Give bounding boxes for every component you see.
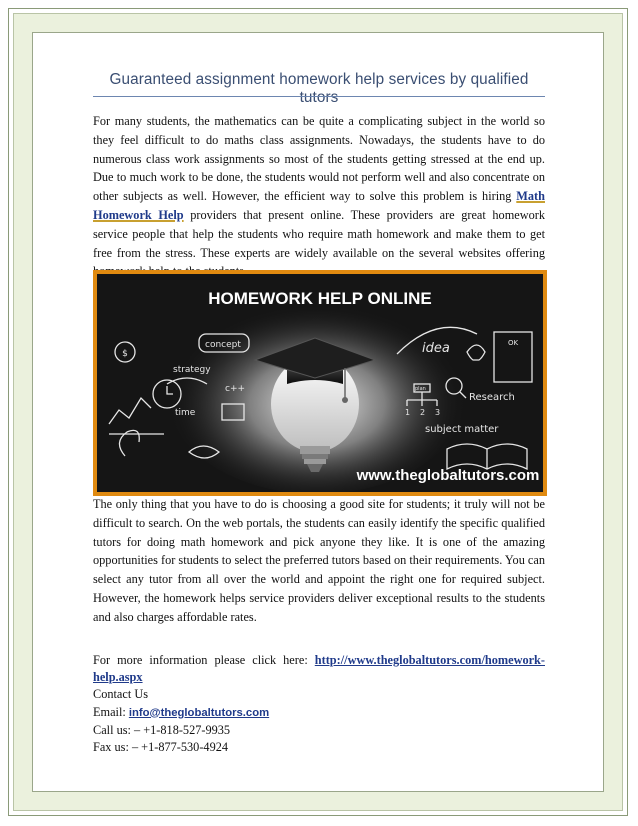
step-two-label: 2	[420, 408, 426, 417]
homework-help-url-link[interactable]: http://www.theglobaltutors.com/homework-help.aspx	[93, 653, 545, 685]
document-title: Guaranteed assignment homework help services by qualified tutors	[109, 71, 529, 106]
subject-matter-label: subject matter	[425, 424, 499, 435]
banner-illustration	[97, 274, 543, 492]
intro-text-end: providers that present online. These providers are great homework service people that help the students who require math homework and make them to get free from the stress. These experts are widely available on the several websites offering	[93, 207, 545, 260]
contact-us-label: Contact Us	[93, 687, 148, 702]
intro-paragraph	[93, 112, 545, 281]
title-underline	[93, 96, 545, 97]
idea-label: idea	[422, 341, 450, 356]
contact-section	[93, 652, 545, 756]
second-paragraph: The only thing that you have to do is choosing a good site for students; it truly will not be difficult to search. On the web portals, the students can easily identify the specific qualified tutors for doing math homework and pick anyone they like. It is one of the amazing opportunities for students to select the preferred tutors based on their requirements. You can select any tutor from all over the world and appoint the right one for required subject. However, the homework helps service providers deliver exceptional results to the students and also charges affordable rates.	[93, 497, 545, 624]
banner-heading: HOMEWORK HELP ONLINE	[208, 289, 432, 308]
step-three-label: 3	[435, 408, 441, 417]
fax-line: Fax us: – +1-877-530-4924	[93, 740, 229, 755]
research-label: Research	[469, 392, 515, 403]
dollar-label: $	[122, 349, 128, 359]
ok-label: OK	[507, 339, 519, 347]
strategy-label: strategy	[173, 365, 211, 375]
plan-label: plan	[415, 386, 426, 392]
more-info-line	[93, 652, 545, 686]
phone-line: Call us: – +1-818-527-9935	[93, 722, 231, 737]
email-line	[93, 704, 545, 722]
time-label: time	[175, 408, 196, 418]
cpp-label: c++	[225, 384, 246, 394]
homework-help-banner	[93, 270, 547, 496]
math-homework-help-link[interactable]: Math Homework Help	[93, 189, 545, 222]
step-one-label: 1	[405, 408, 411, 417]
intro-text-start: For many students, the mathematics can be quite a complicating subject in the world so they feel difficult to do maths class assignments. Nowadays, the students have to do numerous class work assignments so most of the students getting stressed at the end up. Due to much work to be done, the students would not perform well and also concentrate on other subjects as well. However, the efficient way to solve this problem is hiring	[93, 114, 545, 204]
banner-website: www.theglobaltutors.com	[356, 467, 540, 484]
banner-image	[97, 274, 543, 492]
email-link[interactable]: info@theglobaltutors.com	[128, 706, 270, 719]
email-label: Email:	[93, 704, 129, 719]
more-info-text: For more information please click here:	[93, 653, 315, 667]
concept-label: concept	[205, 340, 241, 350]
